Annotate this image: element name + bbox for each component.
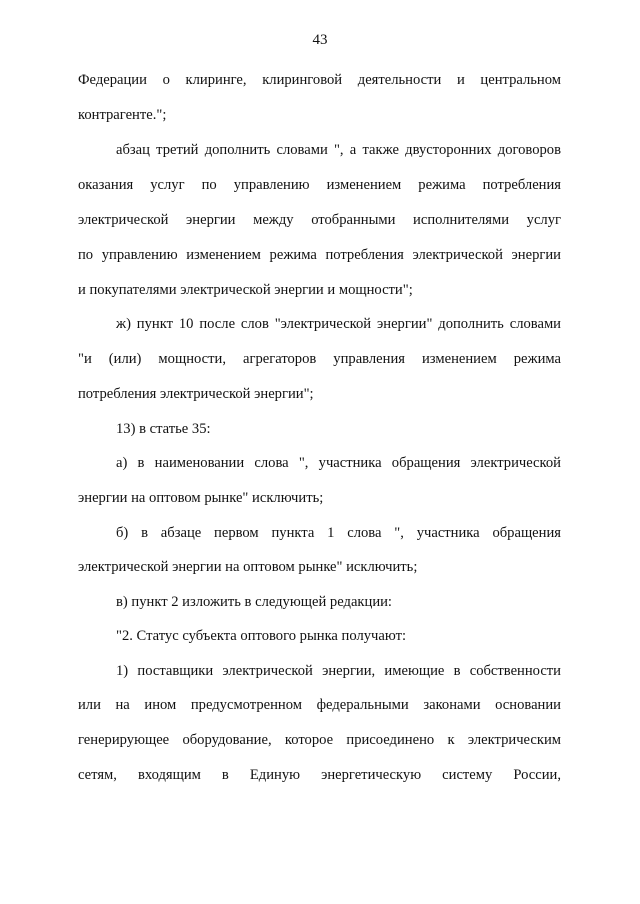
text-line: оказания услуг по управлению изменением режима потребления bbox=[78, 177, 561, 193]
text-line: энергии на оптовом рынке" исключить; bbox=[78, 490, 324, 506]
text-line: и покупателями электрической энергии и мощности"; bbox=[78, 282, 413, 298]
text-line: 13) в статье 35: bbox=[116, 421, 211, 437]
text-line: сетям, входящим в Единую энергетическую систему России, bbox=[78, 767, 561, 783]
text-line: потребления электрической энергии"; bbox=[78, 386, 314, 402]
page-number: 43 bbox=[312, 32, 328, 48]
text-line: "и (или) мощности, агрегаторов управления изменением режима bbox=[78, 351, 561, 367]
text-line: по управлению изменением режима потребления электрической энергии bbox=[78, 247, 561, 263]
text-line: "2. Статус субъекта оптового рынка получают: bbox=[116, 628, 407, 644]
text-line: а) в наименовании слова ", участника обращения электрической bbox=[116, 455, 561, 471]
text-line: абзац третий дополнить словами ", а также двусторонних договоров bbox=[116, 142, 561, 158]
text-line: контрагенте."; bbox=[78, 107, 167, 123]
text-line: электрической энергии на оптовом рынке" исключить; bbox=[78, 559, 418, 575]
text-line: Федерации о клиринге, клиринговой деятельности и центральном bbox=[78, 72, 561, 88]
text-line: в) пункт 2 изложить в следующей редакции: bbox=[116, 594, 392, 610]
text-line: генерирующее оборудование, которое присоединено к электрическим bbox=[78, 732, 561, 748]
text-line: или на ином предусмотренном федеральными законами основании bbox=[78, 697, 561, 713]
text-line: 1) поставщики электрической энергии, имеющие в собственности bbox=[116, 663, 561, 679]
text-line: б) в абзаце первом пункта 1 слова ", участника обращения bbox=[116, 525, 561, 541]
text-line: электрической энергии между отобранными исполнителями услуг bbox=[78, 212, 561, 228]
text-line: ж) пункт 10 после слов "электрической энергии" дополнить словами bbox=[116, 316, 561, 332]
